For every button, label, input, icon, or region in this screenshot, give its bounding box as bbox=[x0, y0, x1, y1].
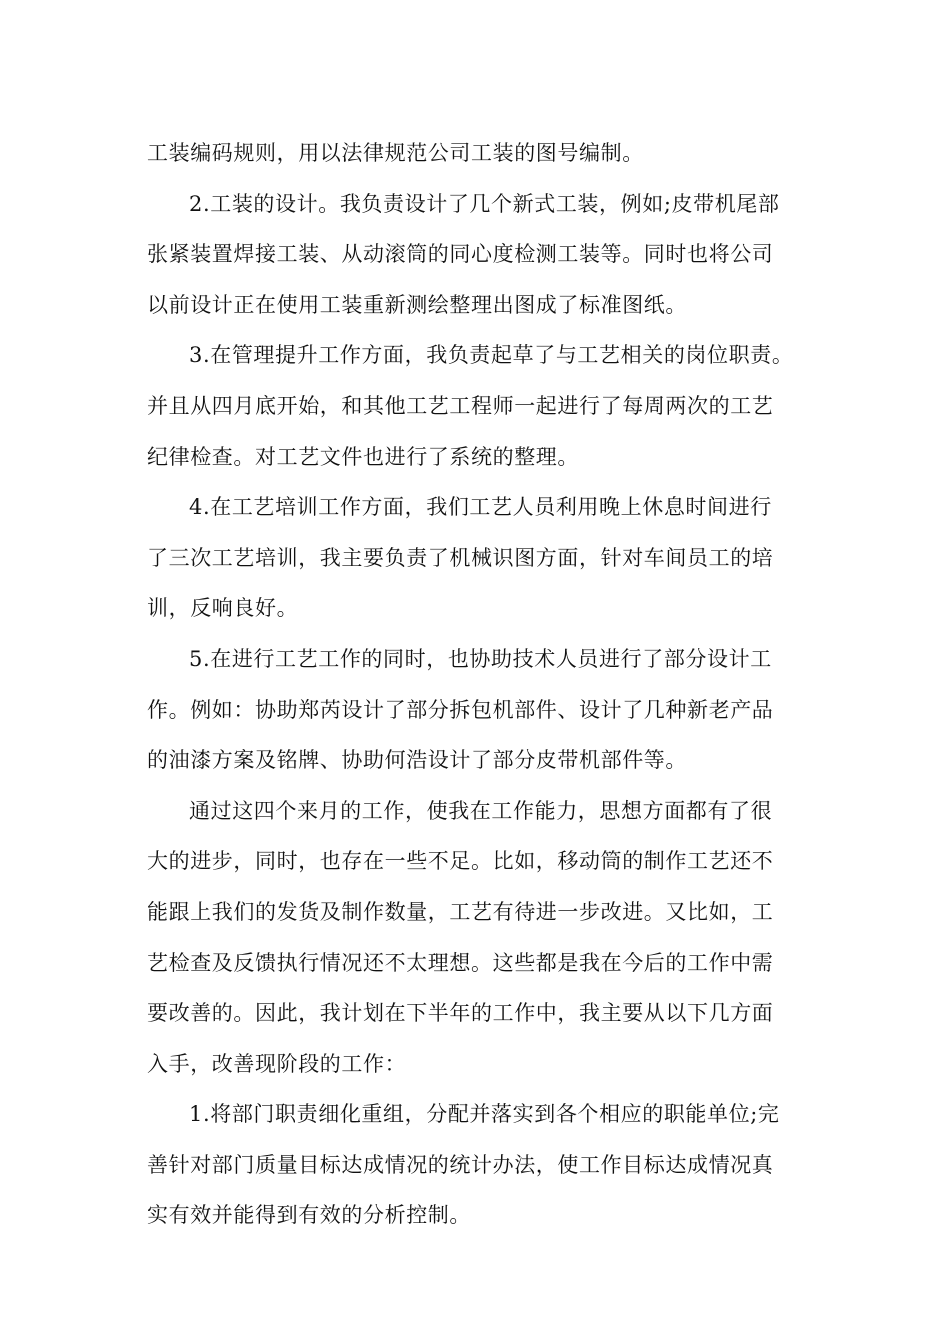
text-line: 并且从四月底开始，和其他工艺工程师一起进行了每周两次的工艺 bbox=[147, 393, 774, 418]
text-line: 2.工装的设计。我负责设计了几个新式工装，例如;皮带机尾部 bbox=[189, 191, 780, 216]
text-line: 大的进步，同时，也存在一些不足。比如，移动筒的制作工艺还不 bbox=[147, 849, 774, 874]
text-line: 实有效并能得到有效的分析控制。 bbox=[147, 1203, 471, 1228]
text-line: 艺检查及反馈执行情况还不太理想。这些都是我在今后的工作中需 bbox=[147, 950, 774, 975]
paragraph-process-training bbox=[147, 482, 817, 634]
text-line: 纪律检查。对工艺文件也进行了系统的整理。 bbox=[147, 444, 579, 469]
document-body bbox=[147, 128, 817, 1241]
paragraph-tooling-design bbox=[147, 179, 817, 331]
text-line: 3.在管理提升工作方面，我负责起草了与工艺相关的岗位职责。 bbox=[189, 343, 794, 368]
paragraph-summary bbox=[147, 786, 817, 1090]
text-line: 了三次工艺培训，我主要负责了机械识图方面，针对车间员工的培 bbox=[147, 545, 774, 570]
text-line: 4.在工艺培训工作方面，我们工艺人员利用晚上休息时间进行 bbox=[189, 495, 772, 520]
text-line: 善针对部门质量目标达成情况的统计办法，使工作目标达成情况真 bbox=[147, 1152, 774, 1177]
text-line: 通过这四个来月的工作，使我在工作能力，思想方面都有了很 bbox=[189, 798, 773, 823]
paragraph-management-improvement bbox=[147, 330, 817, 482]
text-line: 作。例如：协助郑芮设计了部分拆包机部件、设计了几种新老产品 bbox=[147, 697, 774, 722]
text-line: 以前设计正在使用工装重新测绘整理出图成了标准图纸。 bbox=[147, 292, 687, 317]
text-line: 的油漆方案及铭牌、协助何浩设计了部分皮带机部件等。 bbox=[147, 748, 687, 773]
text-line: 5.在进行工艺工作的同时，也协助技术人员进行了部分设计工 bbox=[189, 646, 772, 671]
text-line: 张紧装置焊接工装、从动滚筒的同心度检测工装等。同时也将公司 bbox=[147, 242, 774, 267]
paragraph-continuation bbox=[147, 128, 817, 179]
paragraph-design-assistance bbox=[147, 634, 817, 786]
text-line: 工装编码规则，用以法律规范公司工装的图号编制。 bbox=[147, 141, 644, 165]
text-line: 1.将部门职责细化重组，分配并落实到各个相应的职能单位;完 bbox=[189, 1102, 780, 1127]
text-line: 入手，改善现阶段的工作： bbox=[147, 1051, 407, 1076]
text-line: 要改善的。因此，我计划在下半年的工作中，我主要从以下几方面 bbox=[147, 1001, 774, 1026]
text-line: 训，反响良好。 bbox=[147, 596, 299, 621]
text-line: 能跟上我们的发货及制作数量，工艺有待进一步改进。又比如，工 bbox=[147, 899, 774, 924]
paragraph-plan-item-1 bbox=[147, 1089, 817, 1241]
